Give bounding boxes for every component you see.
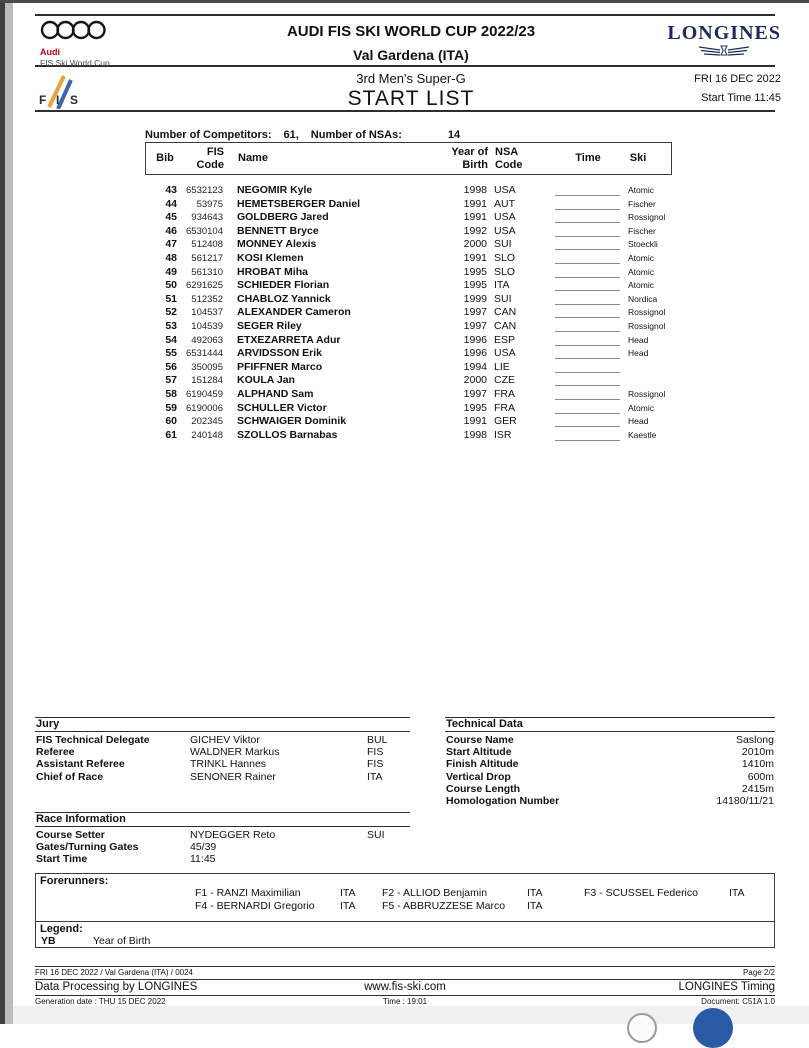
footer-website: www.fis-ski.com [364,981,446,993]
legend-description: Year of Birth [93,935,151,947]
fis-code: 6531444 [186,348,223,360]
year-of-birth: 1995 [463,279,487,292]
startlist-row [145,306,685,320]
time-blank-line [555,225,620,237]
competitor-name: SCHIEDER Florian [237,279,330,292]
forerunner-entry [382,900,592,912]
viewer-floating-button-blue[interactable] [693,1008,733,1048]
ski-brand: Fischer [628,198,656,209]
fis-code: 934643 [191,212,223,224]
race-name: 3rd Men's Super-G [356,71,466,86]
nsa-code: SLO [494,265,516,278]
header-rule-top [35,14,775,16]
competitor-name: ALEXANDER Cameron [237,306,351,319]
forerunner-nation: ITA [340,887,356,899]
fis-code: 6532123 [186,185,223,196]
jury-row [35,734,410,746]
jury-member-name: TRINKL Hannes [190,758,267,771]
time-blank-line [555,347,620,359]
footer-generation-time: Time : 19:01 [382,997,428,1006]
competitor-name: HEMETSBERGER Daniel [237,197,361,210]
competitors-label: Number of Competitors: [145,129,272,141]
technical-value: Saslong [736,734,774,746]
year-of-birth: 2000 [463,374,487,387]
forerunner-nation: ITA [527,900,543,912]
competitor-name: SZOLLOS Barnabas [237,428,338,441]
year-of-birth: 1997 [463,306,487,319]
col-header-bib: Bib [156,152,174,164]
jury-member-nation: ITA [367,770,383,783]
footer-document-id: Document: C51A 1.0 [701,997,775,1006]
time-blank-line [555,388,620,400]
col-header-ski: Ski [629,152,647,164]
forerunner-nation: ITA [527,887,543,899]
bib-number: 47 [165,238,177,251]
technical-data-row [445,771,775,783]
time-blank-line [555,306,620,318]
bib-number: 48 [165,251,177,264]
nsa-code: GER [494,415,517,428]
longines-winged-hourglass-icon [696,45,752,58]
time-blank-line [555,252,620,264]
jury-row [35,746,410,758]
time-blank-line [555,238,620,250]
year-of-birth: 1998 [463,184,487,196]
bib-number: 54 [165,333,177,346]
competitor-name: KOULA Jan [237,374,295,387]
startlist-row [145,334,685,348]
nsa-code: FRA [494,401,515,414]
competitor-counts [145,129,472,141]
document-page [13,3,809,1006]
fis-code: 104537 [191,307,223,319]
fis-code: 350095 [191,361,223,373]
bib-number: 50 [165,279,177,292]
col-header-time: Time [575,152,601,164]
jury-member-name: GICHEV Viktor [190,734,260,746]
footer-data-processing: Data Processing by LONGINES [35,981,198,993]
race-info-nation: SUI [367,829,385,841]
year-of-birth: 1995 [463,401,487,414]
ski-brand: Atomic [628,402,654,413]
ski-brand: Atomic [628,266,654,277]
competitor-name: ALPHAND Sam [237,387,314,400]
nsa-code: USA [494,224,516,237]
col-header-name: Name [238,152,268,164]
startlist-row [145,252,685,266]
bib-number: 61 [165,428,177,441]
nsa-code: LIE [494,360,510,373]
jury-member-name: WALDNER Markus [190,746,280,759]
fis-code: 104539 [191,320,223,332]
time-blank-line [555,266,620,278]
year-of-birth: 1992 [463,224,487,237]
race-info-value: 11:45 [190,853,216,866]
svg-text:F: F [39,93,47,107]
year-of-birth: 1997 [463,387,487,400]
jury-rows [35,734,410,783]
competitor-name: BENNETT Bryce [237,224,319,237]
time-blank-line [555,211,620,223]
fis-code: 6530104 [186,225,223,237]
startlist-row [145,184,685,198]
fis-code: 53975 [196,198,223,210]
bib-number: 53 [165,319,177,332]
race-info-label: Course Setter [36,829,105,841]
nsa-code: USA [494,184,516,196]
competitor-name: HROBAT Miha [237,265,308,278]
year-of-birth: 1991 [463,197,487,210]
nsa-code: ITA [494,279,510,292]
legend-section [35,921,775,948]
forerunner-entry [195,900,405,912]
forerunner-name: F3 - SCUSSEL Federico [584,887,698,899]
footer-generation-date: Generation date : THU 15 DEC 2022 [35,997,166,1006]
col-header-nsa-code: NSA Code [495,146,523,171]
bib-number: 43 [165,184,177,196]
nsa-code: FRA [494,387,515,400]
competitor-name: MONNEY Alexis [237,238,317,251]
forerunner-name: F4 - BERNARDI Gregorio [195,900,315,912]
nsa-code: AUT [494,197,515,210]
competitor-name: SCHULLER Victor [237,401,327,414]
competitor-name: GOLDBERG Jared [237,211,329,224]
forerunner-nation: ITA [340,900,356,912]
footer-line1 [35,966,775,979]
jury-member-nation: FIS [367,758,384,771]
ski-brand: Stoeckli [628,239,658,250]
technical-label: Finish Altitude [446,758,519,771]
technical-value: 2415m [741,782,774,795]
nsa-code: CAN [494,319,517,332]
startlist-row [145,361,685,375]
longines-wordmark: LONGINES [667,22,781,44]
competitor-name: ETXEZARRETA Adur [237,333,341,346]
technical-data-rows [445,734,775,807]
ski-brand: Atomic [628,280,654,291]
technical-label: Vertical Drop [446,770,511,783]
nsa-code: CZE [494,374,515,387]
startlist-row [145,198,685,212]
svg-text:I: I [56,93,60,107]
competitor-name: SEGER Riley [237,319,302,332]
bib-number: 52 [165,306,177,319]
nsa-code: CAN [494,306,517,319]
nsa-code: USA [494,211,516,224]
year-of-birth: 1991 [463,211,487,224]
jury-section [35,717,410,783]
bib-number: 58 [165,387,177,400]
technical-value: 1410m [741,758,774,771]
technical-data-row [445,795,775,807]
startlist-row [145,347,685,361]
jury-member-name: SENONER Rainer [190,770,276,783]
svg-text:S: S [70,93,79,107]
race-information-row [35,841,410,853]
year-of-birth: 1994 [463,360,487,373]
audi-brand-label: Audi [40,47,60,57]
nsa-code: SUI [494,238,512,251]
fis-code: 6291625 [186,280,223,292]
startlist-row [145,266,685,280]
year-of-birth: 1991 [463,415,487,428]
race-information-row [35,829,410,841]
race-info-label: Start Time [36,853,88,866]
venue-title: Val Gardena (ITA) [353,47,469,63]
technical-label: Start Altitude [446,746,512,759]
bib-number: 59 [165,401,177,414]
time-blank-line [555,184,620,196]
fis-code: 561217 [191,252,223,264]
bib-number: 44 [165,197,177,210]
year-of-birth: 1991 [463,251,487,264]
startlist-row [145,211,685,225]
year-of-birth: 1999 [463,292,487,305]
startlist-row [145,238,685,252]
startlist-row [145,374,685,388]
race-information-row [35,853,410,865]
viewer-page-margin [5,0,13,1024]
technical-data-row [445,758,775,770]
time-blank-line [555,279,620,291]
fis-code: 6190459 [186,388,223,400]
jury-row [35,758,410,770]
year-of-birth: 1995 [463,265,487,278]
competitor-name: NEGOMIR Kyle [237,184,313,196]
ski-brand: Atomic [628,252,654,263]
competitor-name: KOSI Klemen [237,251,304,264]
race-info-value: 45/39 [190,841,217,854]
forerunner-entry [195,887,405,899]
year-of-birth: 2000 [463,238,487,251]
footer-line2 [35,979,775,995]
jury-role: FIS Technical Delegate [36,734,150,746]
list-title: START LIST [347,87,475,110]
technical-label: Course Length [446,782,521,795]
footer-event-ref: FRI 16 DEC 2022 / Val Gardena (ITA) / 0024 [35,968,193,977]
startlist-row [145,225,685,239]
competition-title: AUDI FIS SKI WORLD CUP 2022/23 [286,23,536,40]
competitor-name: SCHWAIGER Dominik [237,415,347,428]
startlist-row [145,415,685,429]
time-blank-line [555,415,620,427]
bib-number: 49 [165,265,177,278]
forerunners-title: Forerunners: [40,875,109,887]
bib-number: 56 [165,360,177,373]
technical-label: Homologation Number [446,794,560,807]
race-info-value: NYDEGGER Reto [190,829,276,841]
footer-page-number: Page 2/2 [742,968,775,977]
jury-role: Assistant Referee [36,758,125,771]
jury-role: Referee [36,746,75,759]
time-blank-line [555,361,620,373]
year-of-birth: 1996 [463,333,487,346]
fis-code: 512408 [191,239,223,251]
race-date: FRI 16 DEC 2022 [694,73,781,85]
ski-brand: Rossignol [628,320,666,331]
nsa-code: ISR [494,428,512,441]
startlist-row [145,402,685,416]
viewer-floating-button-outline[interactable] [627,1013,657,1043]
technical-label: Course Name [446,734,514,746]
bib-number: 45 [165,211,177,224]
forerunners-section [35,873,775,922]
time-blank-line [555,198,620,210]
start-time-label: Start Time 11:45 [701,92,781,104]
fis-code: 561310 [191,266,223,278]
year-of-birth: 1997 [463,319,487,332]
forerunner-name: F1 - RANZI Maximilian [195,887,301,899]
competitor-name: PFIFFNER Marco [237,360,323,373]
ski-brand: Head [628,348,649,359]
nsas-label: Number of NSAs: [310,129,402,141]
longines-logo [667,22,781,63]
jury-role: Chief of Race [36,770,104,783]
ski-brand: Nordica [628,293,658,304]
bib-number: 46 [165,224,177,237]
race-information-section [35,812,410,866]
jury-title: Jury [35,717,410,732]
startlist-row [145,320,685,334]
nsa-code: SLO [494,251,516,264]
technical-value: 600m [747,770,774,783]
bib-number: 51 [165,292,177,305]
race-info-label: Gates/Turning Gates [36,841,139,854]
time-blank-line [555,374,620,386]
jury-member-nation: BUL [367,734,388,746]
time-blank-line [555,293,620,305]
viewer-bottom-area [13,1006,809,1024]
time-blank-line [555,429,620,441]
fis-code: 492063 [191,334,223,346]
header-rule-middle [35,65,775,67]
time-blank-line [555,334,620,346]
ski-brand: Head [628,416,649,427]
startlist-rows [145,184,685,442]
ski-brand: Fischer [628,225,656,236]
col-header-year-of-birth: Year of Birth [451,146,488,171]
nsa-code: USA [494,347,516,360]
technical-data-section [445,717,775,807]
bib-number: 55 [165,347,177,360]
nsa-code: ESP [494,333,516,346]
nsa-code: SUI [494,292,512,305]
ski-brand: Rossignol [628,307,666,318]
fis-code: 151284 [191,375,223,387]
nsas-value: 14 [447,129,461,141]
page-footer [35,966,775,1008]
competitor-name: CHABLOZ Yannick [237,292,331,305]
technical-data-row [445,734,775,746]
competitors-value: 61, [283,129,299,141]
col-header-fis-code: FIS Code [196,146,224,171]
ski-brand: Head [628,334,649,345]
technical-value: 2010m [741,746,774,759]
forerunner-entry [382,887,592,899]
startlist-row [145,388,685,402]
competitor-name: ARVIDSSON Erik [237,347,322,360]
forerunner-nation: ITA [729,887,745,899]
ski-brand: Atomic [628,185,654,195]
startlist-row [145,279,685,293]
startlist-table-header [145,142,672,175]
technical-data-title: Technical Data [445,717,775,732]
year-of-birth: 1996 [463,347,487,360]
year-of-birth: 1998 [463,428,487,441]
legend-title: Legend: [40,923,83,935]
time-blank-line [555,320,620,332]
forerunner-name: F2 - ALLIOD Benjamin [382,887,488,899]
technical-value: 14180/11/21 [716,794,774,807]
jury-member-nation: FIS [367,746,384,759]
fis-code: 202345 [191,416,223,428]
technical-data-row [445,783,775,795]
bib-number: 57 [165,374,177,387]
startlist-row [145,429,685,443]
fis-code: 512352 [191,293,223,305]
fis-code: 240148 [191,429,223,441]
footer-line3 [35,995,775,1008]
fis-code: 6190006 [186,402,223,414]
time-blank-line [555,402,620,414]
jury-row [35,771,410,783]
race-information-title: Race Information [35,812,410,827]
technical-data-row [445,746,775,758]
ski-brand: Rossignol [628,388,666,399]
legend-abbr: YB [41,935,56,947]
bib-number: 60 [165,415,177,428]
startlist-row [145,293,685,307]
ski-brand: Kaestle [628,429,657,440]
forerunner-entry [584,887,794,899]
forerunner-name: F5 - ABBRUZZESE Marco [382,900,506,912]
ski-brand: Rossignol [628,212,666,223]
race-information-rows [35,829,410,866]
audi-sub-label: FIS Ski World Cup [40,58,110,68]
footer-timing: LONGINES Timing [678,981,775,993]
